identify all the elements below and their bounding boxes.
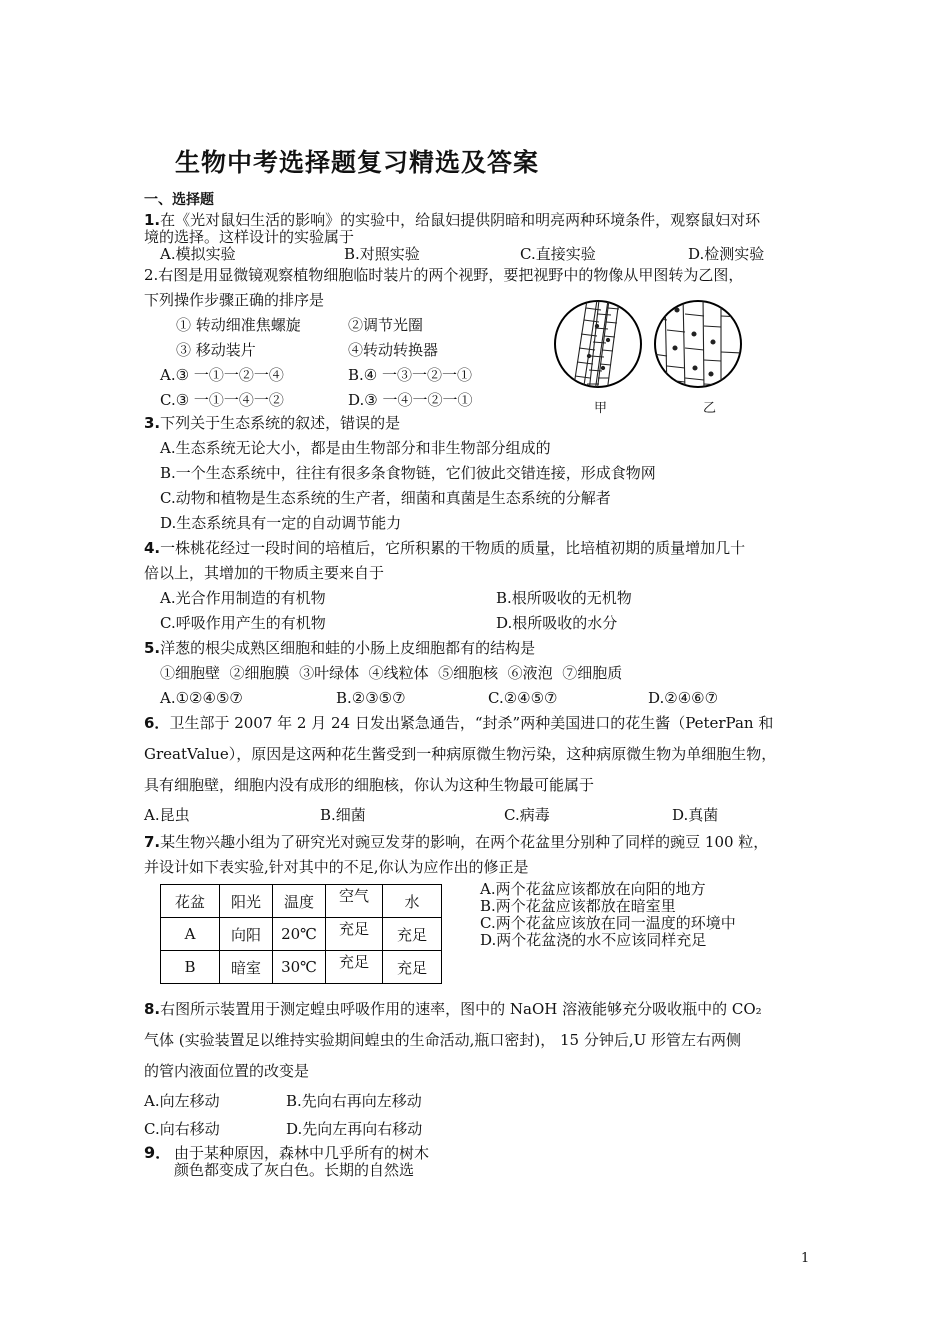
question-4: [144, 539, 745, 557]
table-cell: B: [161, 951, 220, 984]
question-6-line2: GreatValue），原因是这两种花生酱受到一种病原微生物污染，这种病原微生物为单细胞生物，: [144, 745, 777, 763]
question-8: [144, 1000, 762, 1018]
question-8-line2: 气体 (实验装置足以维持实验期间蝗虫的生命活动,瓶口密封)， 15 分钟后,U 形管左右两侧: [144, 1031, 742, 1049]
option-c: C.向右移动: [144, 1120, 220, 1138]
question-text: 在《光对鼠妇生活的影响》的实验中，给鼠妇提供阴暗和明亮两种环境条件，观察鼠妇对环: [160, 211, 761, 229]
option-c: C.直接实验: [520, 245, 596, 263]
option-a: A.③ 一①一②一④: [160, 366, 284, 384]
option-b: B.两个花盆应该都放在暗室里: [480, 897, 676, 915]
question-1: [144, 211, 760, 229]
section-heading: 一、选择题: [144, 192, 214, 208]
option-d: D.检测实验: [688, 245, 765, 263]
question-text: 洋葱的根尖成熟区细胞和蛙的小肠上皮细胞都有的结构是: [160, 639, 536, 657]
question-text: 右图所示装置用于测定蝗虫呼吸作用的速率，图中的 NaOH 溶液能够充分吸收瓶中的 CO₂: [160, 1000, 762, 1018]
table-cell: 充足: [326, 951, 383, 984]
table-header: 花盆: [161, 885, 220, 918]
question-2-line2: 下列操作步骤正确的排序是: [144, 291, 325, 309]
question-text: 下列关于生态系统的叙述，错误的是: [160, 414, 401, 432]
step-3: ③ 移动装片: [176, 341, 256, 359]
option-c: C.③ 一①一④一②: [160, 391, 284, 409]
table-cell: 充足: [326, 918, 383, 951]
option-a: A.模拟实验: [160, 245, 236, 263]
table-cell: 暗室: [220, 951, 273, 984]
question-3: [144, 414, 400, 432]
question-number: 5.: [144, 639, 161, 657]
option-a: A.昆虫: [144, 806, 190, 824]
page-number: 1: [801, 1251, 810, 1266]
option-b: B.②③⑤⑦: [336, 689, 406, 707]
option-b: B.根所吸收的无机物: [496, 589, 632, 607]
option-a: A.生态系统无论大小，都是由生物部分和非生物部分组成的: [160, 439, 551, 457]
structure-list: ①细胞壁 ②细胞膜 ③叶绿体 ④线粒体 ⑤细胞核 ⑥液泡 ⑦细胞质: [160, 664, 623, 682]
question-number: 4.: [144, 539, 161, 557]
question-4-line2: 倍以上，其增加的干物质主要来自于: [144, 564, 385, 582]
option-c: C.动物和植物是生态系统的生产者，细菌和真菌是生态系统的分解者: [160, 489, 611, 507]
option-d: D.两个花盆浇的水不应该同样充足: [480, 931, 707, 949]
option-d: D.②④⑥⑦: [648, 689, 719, 707]
experiment-table: [160, 884, 442, 984]
question-6: [144, 714, 773, 732]
table-cell: 30℃: [273, 951, 326, 984]
option-a: A.向左移动: [144, 1092, 220, 1110]
table-row: [161, 951, 442, 984]
question-7: [144, 833, 768, 851]
table-header: 温度: [273, 885, 326, 918]
table-header: 水: [383, 885, 442, 918]
question-2: 2.右图是用显微镜观察植物细胞临时装片的两个视野，要把视野中的物像从甲图转为乙图，: [144, 266, 744, 284]
question-number: 6．: [144, 714, 170, 732]
question-text: 卫生部于 2007 年 2 月 24 日发出紧急通告，“封杀”两种美国进口的花生酱（PeterPan 和: [169, 714, 774, 732]
view-yi-image: [653, 296, 743, 392]
table-cell: A: [161, 918, 220, 951]
table-cell: 充足: [383, 918, 442, 951]
step-4: ④转动转换器: [348, 341, 439, 359]
table-header-row: [161, 885, 442, 918]
question-text: 某生物兴趣小组为了研究光对豌豆发芽的影响，在两个花盆里分别种了同样的豌豆 100 粒，: [160, 833, 769, 851]
option-b: B.一个生态系统中，往往有很多条食物链，它们彼此交错连接，形成食物网: [160, 464, 656, 482]
option-c: C.②④⑤⑦: [488, 689, 558, 707]
figure-label-yi: 乙: [703, 401, 717, 416]
option-a: A.光合作用制造的有机物: [160, 589, 326, 607]
question-6-line3: 具有细胞壁，细胞内没有成形的细胞核，你认为这种生物最可能属于: [144, 776, 595, 794]
table-header: 阳光: [220, 885, 273, 918]
step-1: ① 转动细准焦螺旋: [176, 316, 301, 334]
question-8-line3: 的管内液面位置的改变是: [144, 1062, 310, 1080]
page-title: 生物中考选择题复习精选及答案: [175, 148, 540, 177]
step-2: ②调节光圈: [348, 316, 424, 334]
option-d: D.③ 一④一②一①: [348, 391, 473, 409]
option-a: A.①②④⑤⑦: [160, 689, 243, 707]
figure-label-jia: 甲: [594, 401, 608, 416]
question-number: 8.: [144, 1000, 161, 1018]
option-c: C.两个花盆应该放在同一温度的环境中: [480, 914, 736, 932]
table-cell: 充足: [383, 951, 442, 984]
option-c: C.病毒: [504, 806, 550, 824]
option-b: B.对照实验: [344, 245, 420, 263]
view-jia-image: [555, 300, 641, 392]
question-number: 1.: [144, 211, 161, 229]
option-d: D.生态系统具有一定的自动调节能力: [160, 514, 402, 532]
option-d: D.真菌: [672, 806, 719, 824]
question-9-line2: 颜色都变成了灰白色。长期的自然选: [174, 1161, 415, 1179]
question-5: [144, 639, 535, 657]
question-number: 9．: [144, 1143, 172, 1162]
question-1-line2: 境的选择。这样设计的实验属于: [144, 228, 355, 246]
microscope-views-figure: [553, 296, 748, 398]
question-number: 7.: [144, 833, 161, 851]
option-b: B.细菌: [320, 806, 366, 824]
table-row: [161, 918, 442, 951]
option-a: A.两个花盆应该都放在向阳的地方: [480, 880, 706, 898]
question-9: [144, 1144, 429, 1162]
option-d: D.先向左再向右移动: [286, 1120, 423, 1138]
table-cell: 20℃: [273, 918, 326, 951]
option-c: C.呼吸作用产生的有机物: [160, 614, 326, 632]
table-cell: 向阳: [220, 918, 273, 951]
question-text: 一株桃花经过一段时间的培植后，它所积累的干物质的质量，比培植初期的质量增加几十: [160, 539, 746, 557]
question-number: 3.: [144, 414, 161, 432]
question-text: 由于某种原因，森林中几乎所有的树木: [174, 1144, 430, 1162]
option-d: D.根所吸收的水分: [496, 614, 618, 632]
option-b: B.④ 一③一②一①: [348, 366, 473, 384]
question-7-line2: 并设计如下表实验,针对其中的不足,你认为应作出的修正是: [144, 858, 529, 876]
option-b: B.先向右再向左移动: [286, 1092, 422, 1110]
table-header: 空气: [326, 885, 383, 918]
